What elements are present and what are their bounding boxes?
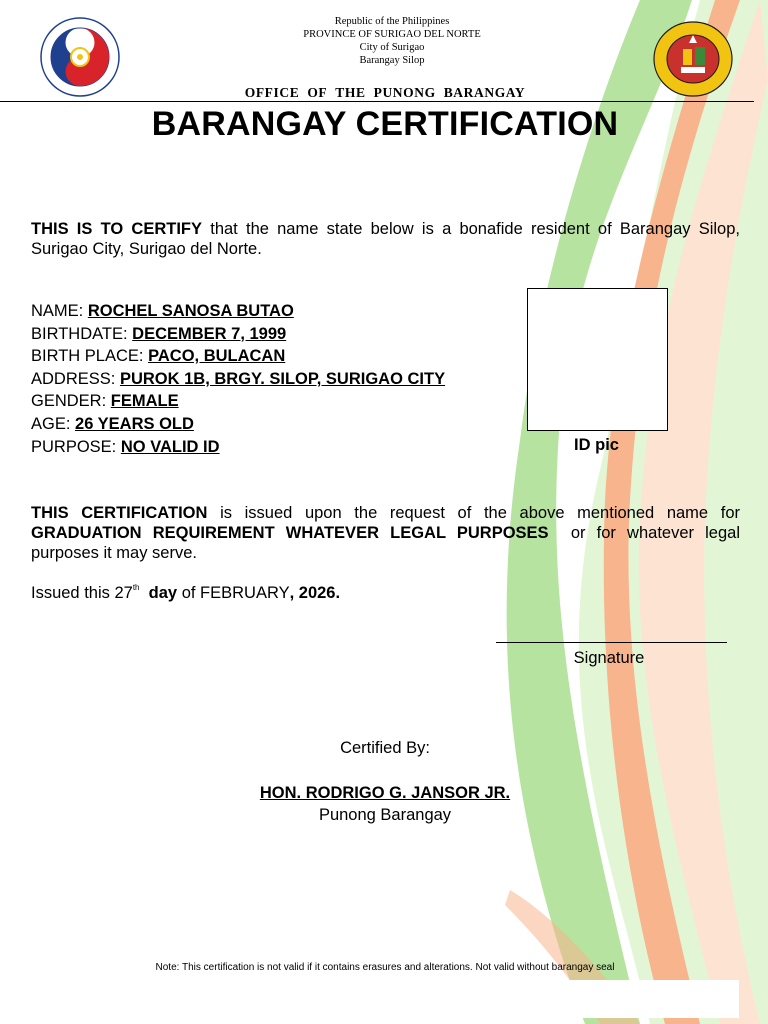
field-label: ADDRESS:	[31, 369, 120, 388]
resident-details	[31, 300, 521, 458]
field-value: FEMALE	[110, 392, 179, 411]
office-word: PUNONG	[373, 85, 436, 100]
issued-day-word: day	[148, 584, 178, 602]
issued-month: FEBRUARY	[200, 584, 290, 602]
field-label: PURPOSE:	[31, 437, 121, 456]
field-value: PACO, BULACAN	[148, 347, 286, 366]
field-name	[31, 300, 521, 323]
field-label: BIRTHDATE:	[31, 324, 133, 343]
issued-of: of	[177, 584, 201, 602]
validity-note: Note: This certification is not valid if it contains erasures and alterations. Not valid without barangay seal	[155, 962, 615, 973]
field-purpose	[31, 436, 521, 459]
certification-text-end: or for whatever legal purposes it may serve.	[31, 524, 745, 562]
document-title: BARANGAY CERTIFICATION	[151, 105, 619, 143]
certification-purpose: GRADUATION REQUIREMENT WHATEVER LEGAL PURPOSES	[31, 524, 549, 542]
id-photo-label: ID pic	[574, 436, 619, 454]
intro-paragraph	[31, 219, 740, 259]
barangay-seal-icon	[653, 21, 733, 97]
field-gender	[31, 390, 521, 413]
header-address	[262, 15, 522, 67]
field-birthdate	[31, 323, 521, 346]
header-line: PROVINCE OF SURIGAO DEL NORTE	[303, 29, 481, 40]
header-divider	[0, 101, 754, 102]
office-word: OFFICE	[244, 85, 300, 100]
header-line: City of Surigao	[359, 42, 425, 53]
city-seal-icon	[39, 17, 121, 97]
certification-text: is issued upon the request of the above mentioned name for	[207, 504, 741, 522]
field-value: PUROK 1B, BRGY. SILOP, SURIGAO CITY	[119, 369, 446, 388]
intro-text: that the name state below is a bonafide resident of Barangay Silop, Surigao City, Surigao del Norte.	[31, 220, 740, 258]
header-line: Barangay Silop	[359, 55, 425, 66]
footer-blank-box	[531, 980, 739, 1018]
office-word: BARANGAY	[443, 85, 526, 100]
header-line: Republic of the Philippines	[334, 16, 450, 27]
certification-lead: THIS CERTIFICATION	[31, 504, 208, 522]
id-photo-box	[527, 288, 668, 431]
field-label: NAME:	[31, 302, 88, 320]
office-word: OF	[307, 85, 328, 100]
issued-day-number: 27	[114, 584, 133, 602]
signature-label: Signature	[573, 649, 645, 667]
issued-year: , 2026.	[289, 584, 341, 602]
certifier-position: Punong Barangay	[318, 806, 452, 824]
issued-date-line	[31, 584, 340, 603]
field-label: AGE:	[31, 414, 76, 433]
issued-prefix: Issued this	[31, 584, 115, 602]
certification-paragraph	[31, 503, 745, 563]
field-value: ROCHEL SANOSA BUTAO	[87, 302, 294, 320]
field-label: BIRTH PLACE:	[31, 347, 149, 366]
office-word: THE	[335, 85, 366, 100]
certifier-name: HON. RODRIGO G. JANSOR JR.	[259, 784, 511, 802]
field-address	[31, 368, 521, 391]
field-value: DECEMBER 7, 1999	[132, 324, 287, 343]
field-age	[31, 413, 521, 436]
signature-line	[496, 642, 727, 643]
intro-lead: THIS IS TO CERTIFY	[31, 220, 203, 238]
field-value: NO VALID ID	[120, 437, 220, 456]
issued-day-suffix: th	[132, 583, 140, 592]
certified-by-label: Certified By:	[340, 739, 430, 757]
field-label: GENDER:	[31, 392, 111, 411]
office-heading	[160, 85, 610, 101]
field-value: 26 YEARS OLD	[75, 414, 194, 433]
field-birthplace	[31, 345, 521, 368]
